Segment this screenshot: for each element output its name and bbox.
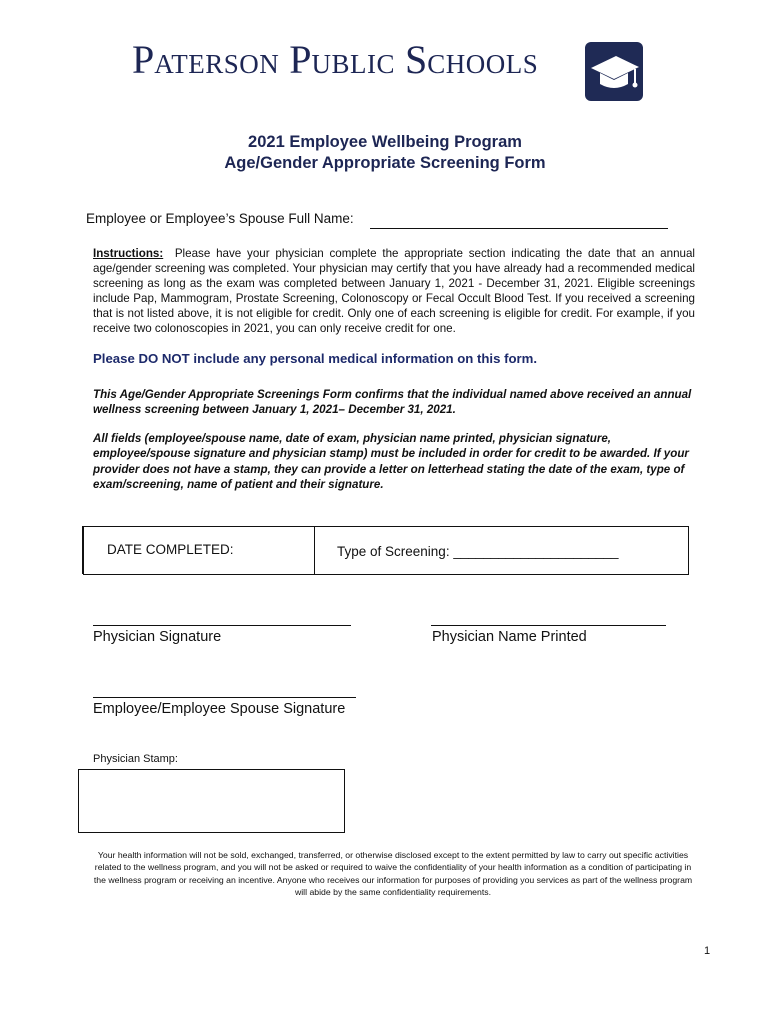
school-logo xyxy=(132,38,652,104)
physician-name-label: Physician Name Printed xyxy=(432,629,587,645)
form-title: 2021 Employee Wellbeing Program xyxy=(248,133,522,151)
logo-initial: P xyxy=(132,37,155,82)
confirmation-paragraph: This Age/Gender Appropriate Screenings Form confirms that the individual named above received an annual wellness screening between January 1, 2021– December 31, 2021. xyxy=(93,388,692,417)
physician-signature-label: Physician Signature xyxy=(93,629,222,645)
physician-stamp-label: Physician Stamp: xyxy=(93,753,178,765)
instructions xyxy=(93,246,695,336)
name-field-line[interactable] xyxy=(370,228,668,229)
employee-signature-label: Employee/Employee Spouse Signature xyxy=(93,701,346,717)
type-of-screening-field[interactable]: Type of Screening: ______________________ xyxy=(337,544,619,559)
page-number: 1 xyxy=(704,945,711,957)
form-subtitle: Age/Gender Appropriate Screening Form xyxy=(224,154,546,172)
warning-text: Please DO NOT include any personal medical information on this form. xyxy=(93,351,538,366)
screening-box-border xyxy=(82,526,84,574)
physician-signature-line[interactable] xyxy=(93,625,351,626)
logo-word: UBLIC xyxy=(311,49,396,79)
logo-initial: P xyxy=(289,37,312,82)
name-field-label: Employee or Employee’s Spouse Full Name: xyxy=(86,211,354,226)
requirements-paragraph: All fields (employee/spouse name, date of exam, physician name printed, physician signature, employee/spouse signature and physician stamp) must be included in order for credit to be awarded. If your provider does not have a stamp, they can provide a letter on letterhead stating the date of the exam, type of exam/screening, name of patient and their signature. xyxy=(93,432,689,491)
logo-word: CHOOLS xyxy=(427,49,539,79)
graduation-cap-icon xyxy=(585,42,643,101)
screening-box-border xyxy=(83,574,315,575)
physician-name-line[interactable] xyxy=(431,625,666,626)
screening-box-divider xyxy=(314,527,315,574)
physician-stamp-box[interactable] xyxy=(78,769,345,833)
employee-signature-line[interactable] xyxy=(93,697,356,698)
date-completed-field[interactable]: DATE COMPLETED: xyxy=(107,542,234,557)
privacy-notice: Your health information will not be sold, exchanged, transferred, or otherwise disclosed except to the extent permitted by law to carry out specific activities related to the wellness program, and you will not be asked or required to waive the confidentiality of your health information as a condition of participating in the wellness program or receiving an incentive. Anyone who receives our information for purposes of providing you services as part of the wellness program will abide by the same confidentiality requirements. xyxy=(93,850,693,897)
logo-initial: S xyxy=(405,37,428,82)
instructions-label: Instructions: xyxy=(93,247,164,260)
logo-wordmark xyxy=(132,37,539,82)
logo-word: ATERSON xyxy=(154,49,280,79)
instructions-text: Please have your physician complete the appropriate section indicating the date that an annual age/gender screening was completed. Your physician may certify that you have already had a recommended medical screening as long as the exam was completed between January 1, 2021 - December 31, 2021. Eligible screenings include Pap, Mammogram, Prostate Screening, Colonoscopy or Fecal Occult Blood Test. If you received a screening that is not listed above, it is not eligible for credit. Only one of each screening is eligible for credit. For example, if you receive two colonoscopies in 2021, you can only receive credit for one. xyxy=(93,247,695,335)
